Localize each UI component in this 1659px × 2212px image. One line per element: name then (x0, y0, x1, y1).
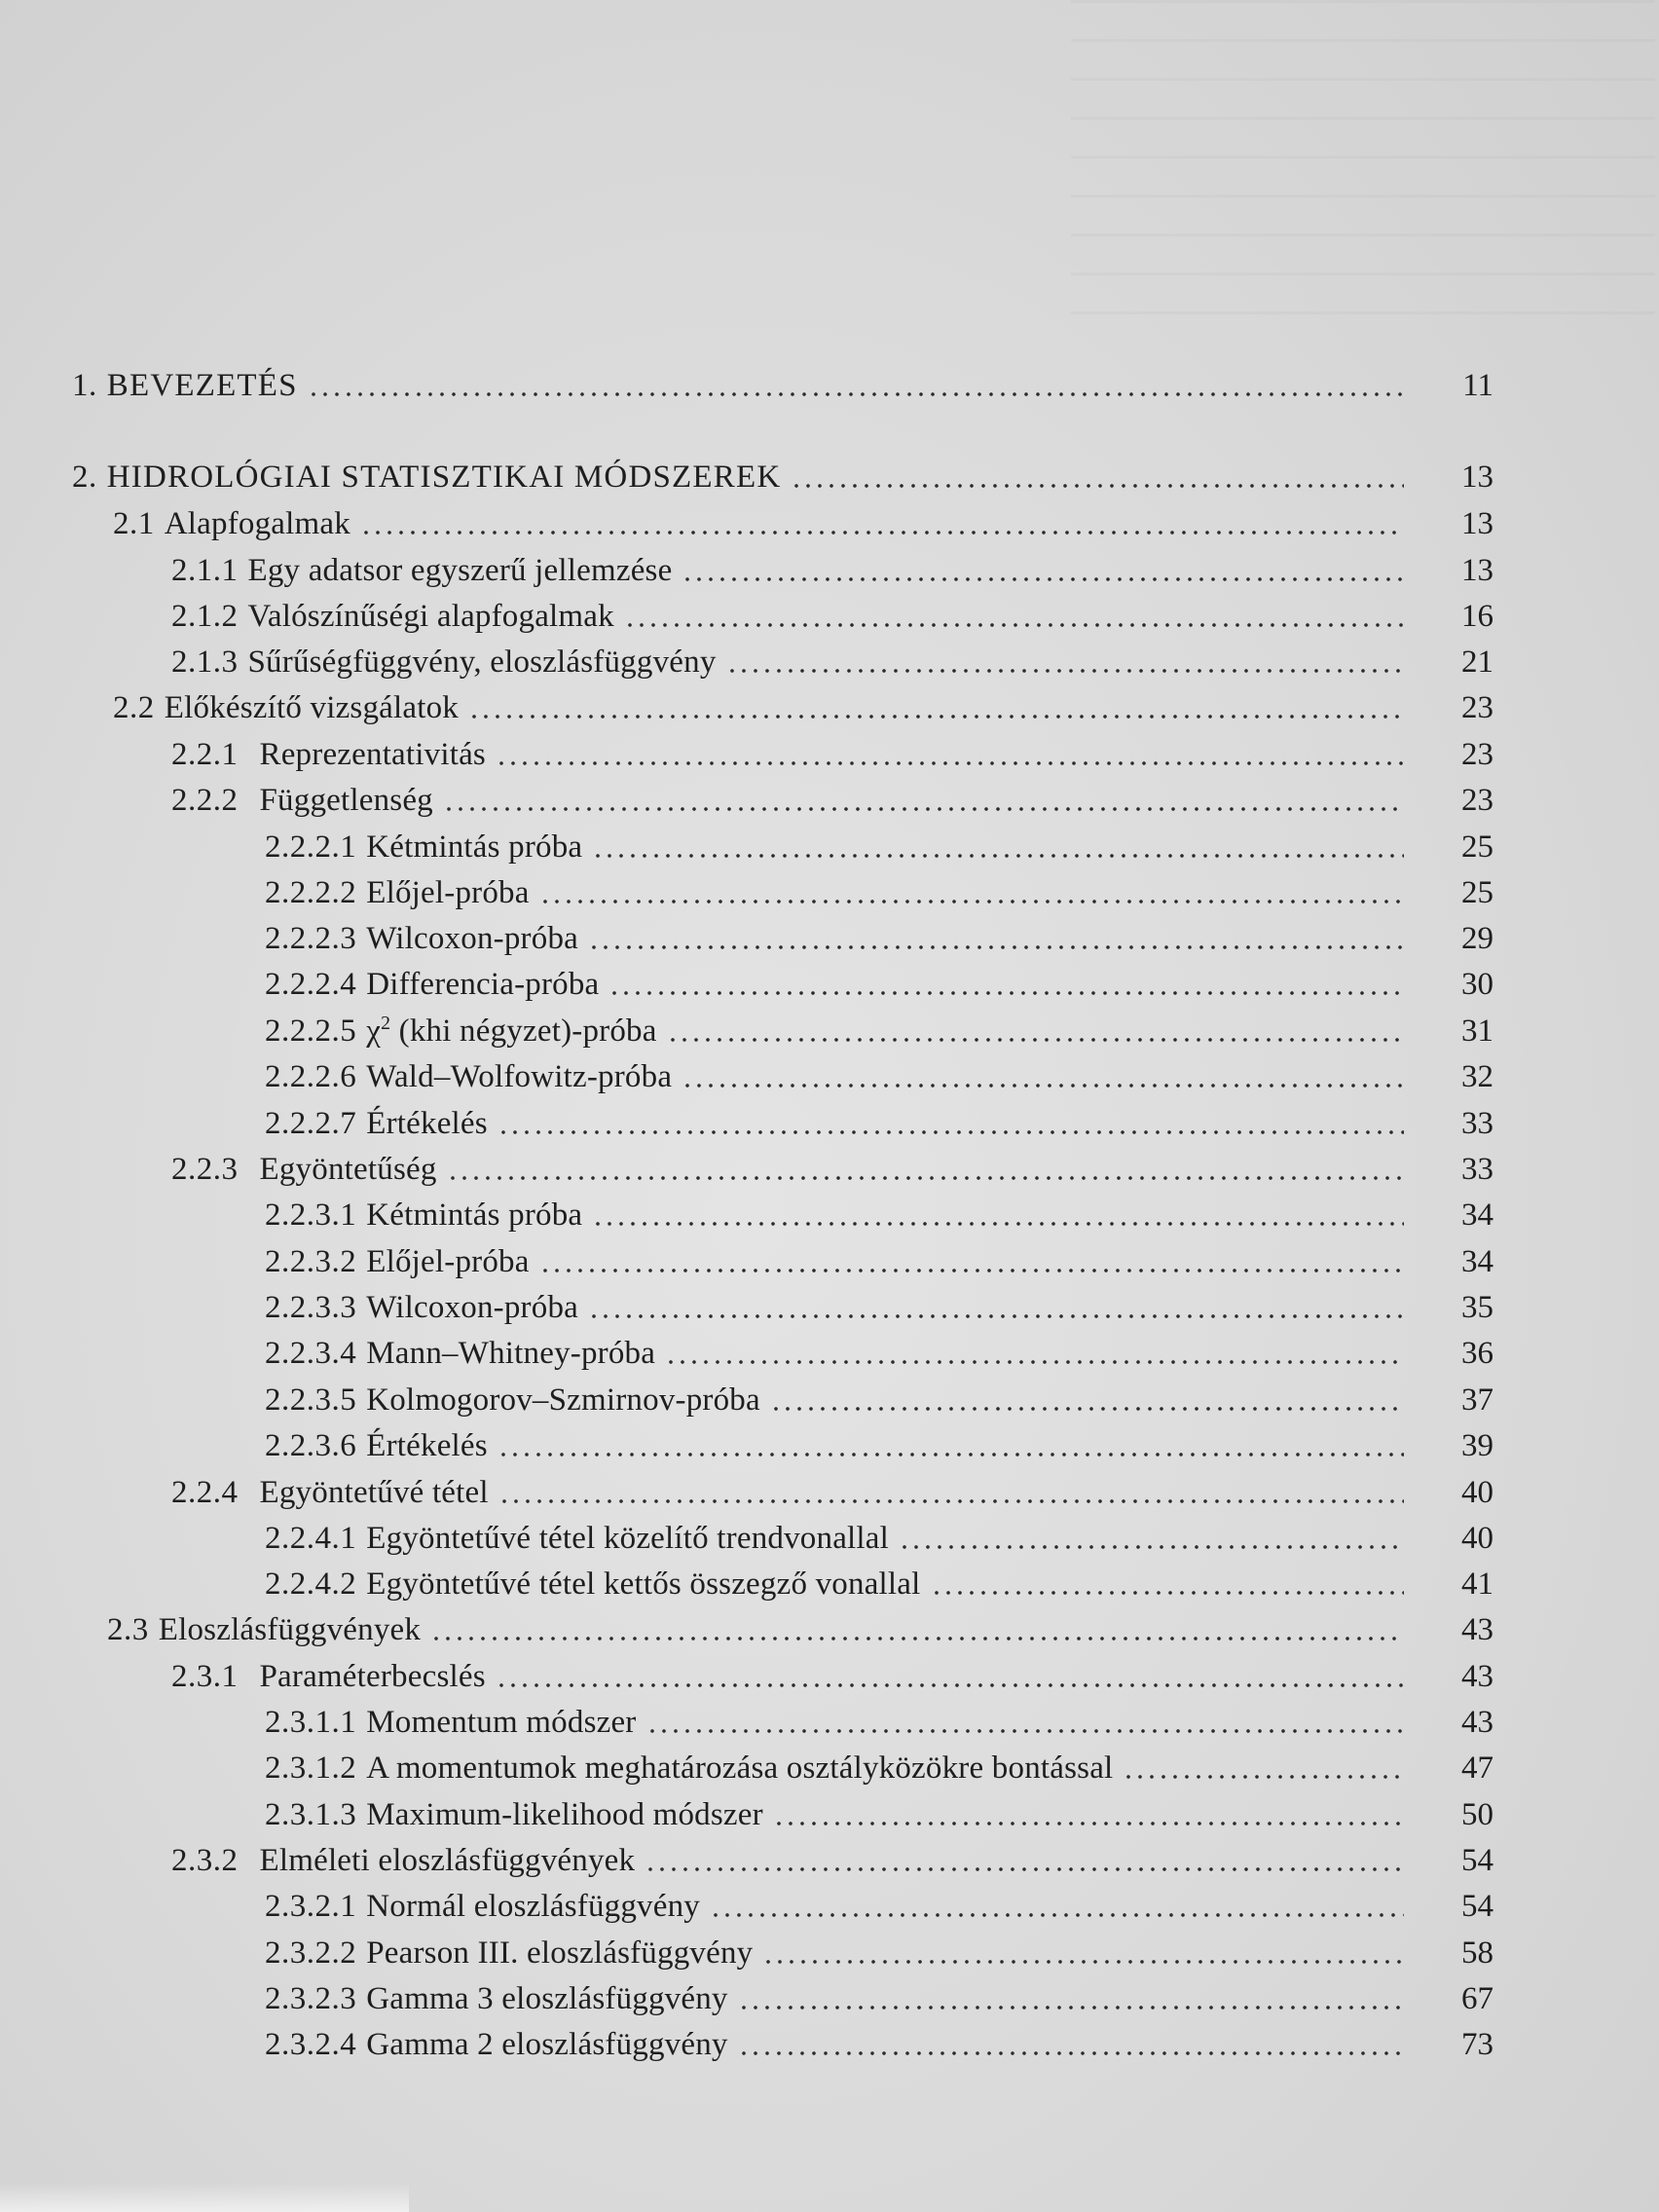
toc-entry[interactable] (265, 1196, 1493, 1235)
toc-entry[interactable] (265, 1426, 1493, 1465)
toc-entry[interactable] (265, 1242, 1493, 1281)
toc-entry[interactable] (265, 1381, 1493, 1419)
toc-entry-number: 2.3.2.2 (265, 1936, 357, 1971)
toc-entry-page: 29 (1461, 921, 1493, 956)
toc-entry-page: 34 (1461, 1198, 1493, 1233)
toc-entry-page: 67 (1461, 1981, 1493, 2016)
toc-entry-page: 39 (1461, 1428, 1493, 1463)
toc-entry-title: Differencia-próba (366, 967, 600, 1002)
toc-entry-title: Elméleti eloszlásfüggvények (259, 1843, 636, 1878)
toc-entry-title: Momentum módszer (366, 1705, 637, 1740)
dot-leader (931, 1590, 1405, 1596)
toc-entry-page: 13 (1461, 553, 1493, 588)
toc-entry[interactable] (171, 1841, 1493, 1880)
toc-entry-title: Egyöntetűvé tétel kettős összegző vonallal (366, 1567, 921, 1602)
toc-entry-page: 23 (1461, 737, 1493, 772)
toc-entry-number: 2.1 (113, 506, 155, 541)
toc-entry[interactable] (265, 1887, 1493, 1926)
toc-entry-page: 43 (1461, 1659, 1493, 1694)
toc-entry-title: Függetlenség (259, 783, 433, 818)
toc-entry-number: 2.3.1.1 (265, 1705, 357, 1740)
toc-entry-title: Wilcoxon-próba (366, 1290, 578, 1325)
toc-entry-number: 2.2.2.5 (265, 1014, 357, 1049)
toc-entry-page: 40 (1461, 1475, 1493, 1510)
dot-leader (539, 1268, 1404, 1273)
toc-entry-page: 34 (1461, 1244, 1493, 1279)
toc-entry-title: Gamma 3 eloszlásfüggvény (366, 1981, 728, 2016)
toc-entry-page: 47 (1461, 1751, 1493, 1786)
toc-entry-number: 2.3.2 (171, 1843, 239, 1878)
dot-leader (588, 944, 1404, 950)
toc-entry-title: $\chi^2$ (khi négyzet)-próba (366, 1013, 657, 1049)
toc-entry[interactable] (265, 1012, 1493, 1051)
dot-leader (682, 1083, 1404, 1088)
toc-entry[interactable] (72, 458, 1493, 497)
toc-entry-title: Paraméterbecslés (259, 1659, 486, 1694)
toc-entry[interactable] (265, 1934, 1493, 1972)
toc-entry-page: 31 (1461, 1014, 1493, 1049)
dot-leader (646, 1728, 1405, 1734)
toc-entry[interactable] (265, 919, 1493, 958)
toc-entry-number: 2.3.2.3 (265, 1981, 357, 2016)
toc-entry[interactable] (171, 597, 1493, 636)
toc-entry-number: 2.1.2 (171, 599, 239, 634)
toc-entry-page: 43 (1461, 1705, 1493, 1740)
toc-entry[interactable] (265, 828, 1493, 866)
toc-entry-number: 2.3.1 (171, 1659, 239, 1694)
dot-leader (899, 1544, 1404, 1550)
dot-leader (738, 2050, 1404, 2056)
toc-entry-page: 25 (1461, 875, 1493, 910)
toc-entry[interactable] (265, 965, 1493, 1004)
toc-entry-number: 2.2.3.4 (265, 1336, 357, 1371)
toc-entry-number: 2.3.2.4 (265, 2027, 357, 2062)
dot-leader (773, 1821, 1404, 1826)
toc-entry-page: 32 (1461, 1059, 1493, 1094)
dot-leader (592, 853, 1404, 859)
toc-entry-title: Maximum-likelihood módszer (366, 1797, 763, 1832)
toc-entry-title: Sűrűségfüggvény, eloszlásfüggvény (247, 645, 717, 680)
toc-entry[interactable] (171, 1150, 1493, 1189)
dot-leader (710, 1912, 1404, 1918)
toc-entry-title: Előkészítő vizsgálatok (164, 690, 459, 725)
toc-entry-number: 2.2.2.4 (265, 967, 357, 1002)
toc-entry-page: 11 (1462, 368, 1493, 403)
dot-leader (496, 1682, 1404, 1688)
toc-entry-title: Egy adatsor egyszerű jellemzése (247, 553, 673, 588)
toc-entry-title: Értékelés (366, 1428, 488, 1463)
toc-entry-title: HIDROLÓGIAI STATISZTIKAI MÓDSZEREK (106, 460, 782, 495)
dot-leader (667, 1037, 1404, 1043)
dot-leader (430, 1636, 1404, 1641)
toc-entry-page: 13 (1461, 506, 1493, 541)
dot-leader (738, 2005, 1404, 2010)
toc-entry-number: 2.3.2.1 (265, 1889, 357, 1924)
toc-entry-page: 16 (1461, 599, 1493, 634)
toc-entry-page: 13 (1461, 460, 1493, 495)
toc-entry-number: 2.2.3.6 (265, 1428, 357, 1463)
toc-entry-page: 54 (1461, 1889, 1493, 1924)
toc-entry[interactable] (171, 551, 1493, 590)
toc-entry-number: 2.2.2.3 (265, 921, 357, 956)
dot-leader (624, 622, 1404, 628)
toc-entry-title: Gamma 2 eloszlásfüggvény (366, 2027, 728, 2062)
toc-entry[interactable] (265, 1104, 1493, 1143)
toc-entry-number: 2.2.2 (171, 783, 239, 818)
toc-entry-title: Reprezentativitás (259, 737, 486, 772)
toc-entry[interactable] (171, 1473, 1493, 1512)
toc-entry-title: Pearson III. eloszlásfüggvény (366, 1936, 754, 1971)
toc-entry-page: 41 (1461, 1567, 1493, 1602)
toc-entry[interactable] (171, 643, 1493, 682)
toc-entry-page: 37 (1461, 1382, 1493, 1418)
toc-entry[interactable] (113, 688, 1493, 727)
dot-leader (791, 483, 1404, 489)
toc-entry[interactable] (113, 504, 1493, 543)
dot-leader (496, 760, 1404, 766)
toc-entry-title: Kétmintás próba (366, 830, 583, 865)
toc-entry-title: A momentumok meghatározása osztályközökre bontással (366, 1751, 1114, 1786)
bottom-fade (0, 2183, 409, 2212)
toc-entry[interactable] (171, 781, 1493, 820)
toc-entry-page: 33 (1461, 1152, 1493, 1187)
toc-entry-page: 35 (1461, 1290, 1493, 1325)
toc-entry-number: 2.2.3.3 (265, 1290, 357, 1325)
toc-entry-page: 54 (1461, 1843, 1493, 1878)
toc-entry-number: 2.2.2.1 (265, 830, 357, 865)
toc-entry-page: 36 (1461, 1336, 1493, 1371)
toc-entry-number: 2.2.2.2 (265, 875, 357, 910)
toc-entry-page: 21 (1461, 645, 1493, 680)
dot-leader (1123, 1774, 1404, 1780)
toc-entry-title: Kolmogorov–Szmirnov-próba (366, 1382, 760, 1418)
toc-entry[interactable] (265, 1334, 1493, 1373)
toc-entry[interactable] (265, 873, 1493, 912)
toc-entry-title: Előjel-próba (366, 1244, 530, 1279)
toc-entry-title: Eloszlásfüggvények (158, 1612, 422, 1647)
toc-entry-title: Egyöntetűvé tétel közelítő trendvonallal (366, 1521, 889, 1556)
toc-entry-title: Wald–Wolfowitz-próba (366, 1059, 673, 1094)
toc-entry-title: Mann–Whitney-próba (366, 1336, 656, 1371)
toc-entry-page: 50 (1461, 1797, 1493, 1832)
toc-entry-page: 30 (1461, 967, 1493, 1002)
toc-entry-title: BEVEZETÉS (106, 368, 298, 403)
toc-entry-number: 2.2.3.5 (265, 1382, 357, 1418)
dot-leader (308, 391, 1404, 397)
dot-leader (592, 1221, 1404, 1227)
dot-leader (665, 1359, 1404, 1365)
toc-entry-page: 73 (1461, 2027, 1493, 2062)
toc-entry-page: 58 (1461, 1936, 1493, 1971)
dot-leader (468, 714, 1404, 719)
toc-entry[interactable] (265, 1057, 1493, 1096)
toc-entry-number: 2.3.1.2 (265, 1751, 357, 1786)
toc-entry[interactable] (171, 1657, 1493, 1696)
dot-leader (682, 576, 1404, 582)
dot-leader (726, 668, 1404, 674)
toc-entry[interactable] (265, 2025, 1493, 2064)
toc-entry-number: 2.2.4 (171, 1475, 239, 1510)
toc-entry-number: 2.2.2.6 (265, 1059, 357, 1094)
toc-entry-number: 2.3 (107, 1612, 149, 1647)
toc-entry-number: 2.2.4.2 (265, 1567, 357, 1602)
toc-entry[interactable] (265, 1979, 1493, 2018)
toc-entry[interactable] (171, 735, 1493, 774)
toc-entry-title: Egyöntetűség (259, 1152, 437, 1187)
toc-entry-number: 2.2.4.1 (265, 1521, 357, 1556)
toc-entry[interactable] (265, 1795, 1493, 1834)
toc-entry-number: 2.2.3.2 (265, 1244, 357, 1279)
toc-entry-title: Kétmintás próba (366, 1198, 583, 1233)
dot-leader (588, 1313, 1404, 1319)
dot-leader (770, 1406, 1404, 1412)
dot-leader (447, 1175, 1404, 1181)
toc-entry-number: 1. (72, 368, 97, 403)
toc-entry-page: 23 (1461, 690, 1493, 725)
toc-entry-page: 43 (1461, 1612, 1493, 1647)
toc-entry[interactable] (107, 1610, 1493, 1649)
toc-entry-number: 2.2.3 (171, 1152, 239, 1187)
toc-entry-page: 25 (1461, 830, 1493, 865)
dot-leader (762, 1959, 1404, 1965)
dot-leader (539, 899, 1404, 904)
dot-leader (360, 530, 1404, 535)
dot-leader (498, 1452, 1404, 1457)
toc-entry-number: 2.3.1.3 (265, 1797, 357, 1832)
toc-entry[interactable] (265, 1703, 1493, 1742)
toc-entry-page: 40 (1461, 1521, 1493, 1556)
toc-entry-number: 2.1.3 (171, 645, 239, 680)
dot-leader (443, 806, 1404, 812)
toc-entry-title: Alapfogalmak (164, 506, 350, 541)
toc-entry-page: 23 (1461, 783, 1493, 818)
dot-leader (498, 1129, 1404, 1135)
toc-entry-title: Egyöntetűvé tétel (259, 1475, 489, 1510)
dot-leader (645, 1866, 1404, 1872)
toc-entry-title: Értékelés (366, 1106, 488, 1141)
toc-entry[interactable] (72, 366, 1493, 405)
toc-entry-title: Normál eloszlásfüggvény (366, 1889, 701, 1924)
toc-entry[interactable] (265, 1749, 1493, 1788)
toc-entry[interactable] (265, 1288, 1493, 1327)
toc-entry-title: Előjel-próba (366, 875, 530, 910)
toc-entry[interactable] (265, 1565, 1493, 1604)
toc-entry-number: 2.2.3.1 (265, 1198, 357, 1233)
toc-entry[interactable] (265, 1519, 1493, 1558)
toc-entry-number: 2. (72, 460, 97, 495)
dot-leader (498, 1498, 1404, 1504)
toc-entry-title: Wilcoxon-próba (366, 921, 578, 956)
dot-leader (608, 990, 1404, 996)
toc-entry-page: 33 (1461, 1106, 1493, 1141)
toc-entry-number: 2.2 (113, 690, 155, 725)
toc-entry-number: 2.1.1 (171, 553, 239, 588)
toc-entry-number: 2.2.1 (171, 737, 239, 772)
toc-entry-number: 2.2.2.7 (265, 1106, 357, 1141)
toc-entry-title: Valószínűségi alapfogalmak (247, 599, 614, 634)
